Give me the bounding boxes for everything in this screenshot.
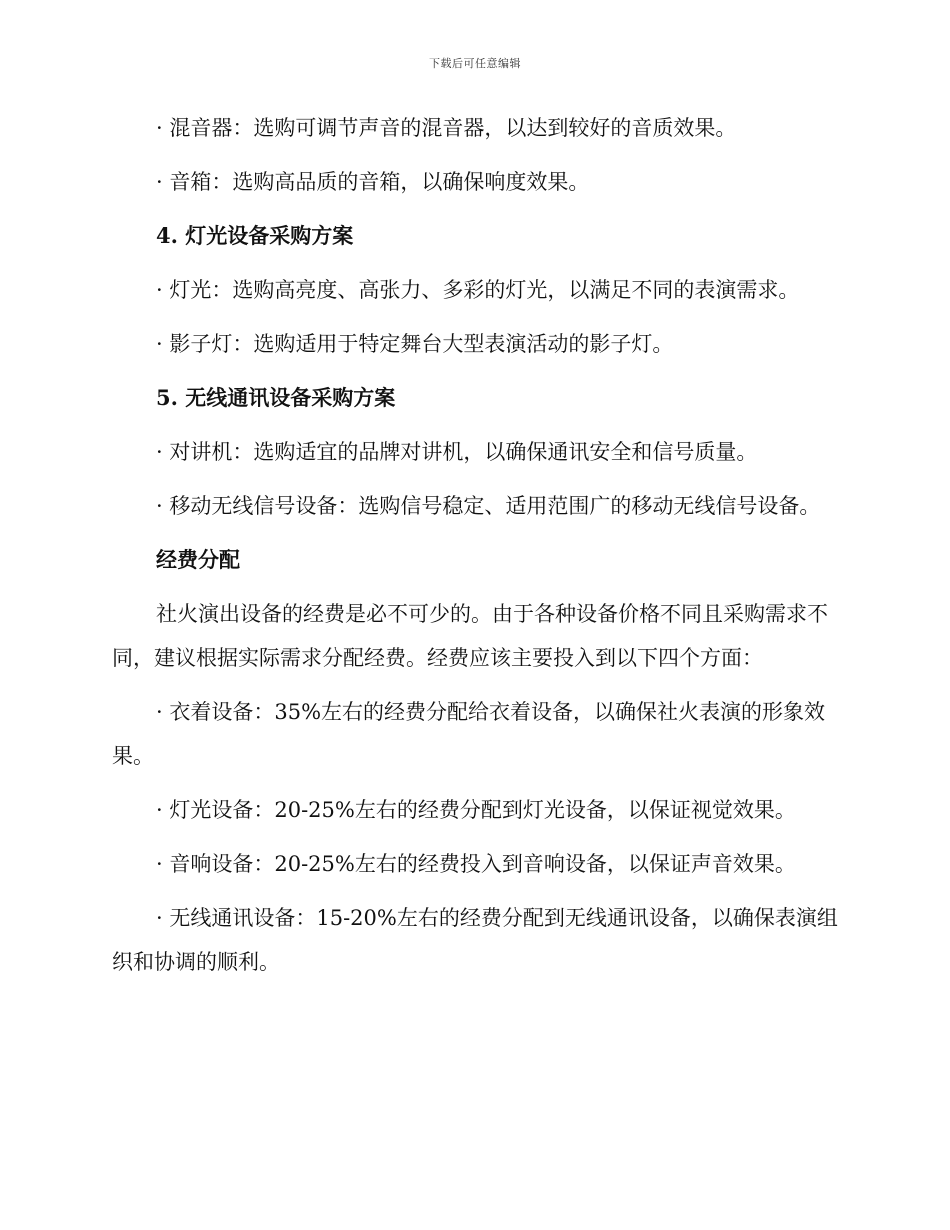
document-body: [112, 106, 842, 994]
paragraph-budget-lighting: · 灯光设备：20-25%左右的经费分配到灯光设备，以保证视觉效果。: [156, 798, 796, 822]
header-note: 下载后可任意编辑: [429, 57, 521, 70]
paragraph-budget-wireless: · 无线通讯设备：15-20%左右的经费分配到无线通讯设备，以确保表演组织和协调的顺利。: [112, 906, 838, 974]
paragraph-budget-intro: 社火演出设备的经费是必不可少的。由于各种设备价格不同且采购需求不同，建议根据实际需求分配经费。经费应该主要投入到以下四个方面：: [112, 602, 828, 670]
paragraph-mixer: · 混音器：选购可调节声音的混音器，以达到较好的音质效果。: [156, 116, 737, 140]
paragraph-shadow-light: · 影子灯：选购适用于特定舞台大型表演活动的影子灯。: [156, 332, 674, 356]
paragraph-lighting: · 灯光：选购高亮度、高张力、多彩的灯光，以满足不同的表演需求。: [156, 278, 800, 302]
paragraph-budget-audio: · 音响设备：20-25%左右的经费投入到音响设备，以保证声音效果。: [156, 852, 796, 876]
heading-wireless-plan: 5. 无线通讯设备采购方案: [156, 385, 396, 410]
paragraph-mobile-wireless: · 移动无线信号设备：选购信号稳定、适用范围广的移动无线信号设备。: [156, 494, 821, 518]
paragraph-budget-clothing: · 衣着设备：35%左右的经费分配给衣着设备，以确保社火表演的形象效果。: [112, 700, 826, 768]
paragraph-speaker: · 音箱：选购高品质的音箱，以确保响度效果。: [156, 170, 590, 194]
heading-budget: 经费分配: [156, 547, 240, 572]
heading-lighting-plan: 4. 灯光设备采购方案: [156, 223, 354, 248]
paragraph-walkie-talkie: · 对讲机：选购适宜的品牌对讲机，以确保通讯安全和信号质量。: [156, 440, 758, 464]
